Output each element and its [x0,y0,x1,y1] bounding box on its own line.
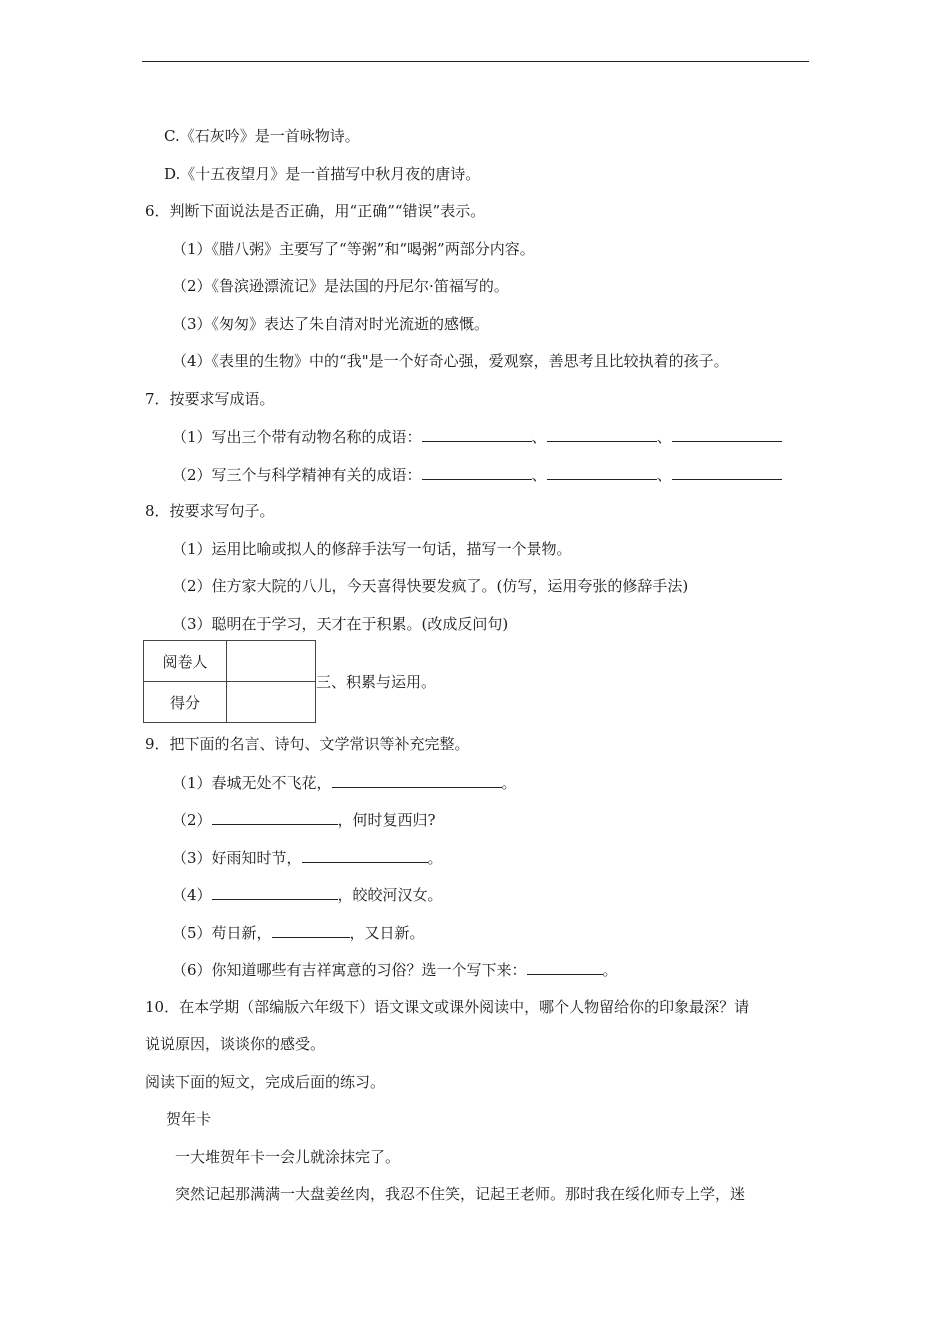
question-9-item-2-end: ，何时复西归? [337,811,436,829]
question-9-item-1 [172,772,517,793]
score-cell[interactable] [227,682,316,723]
answer-blank[interactable] [547,426,657,442]
question-6: 6．判断下面说法是否正确，用“正确”“错误”表示。 [145,202,486,220]
question-9-item-6 [172,959,618,980]
question-7-item-2-text: （2）写三个与科学精神有关的成语： [172,466,422,484]
question-9-item-3 [172,847,443,868]
answer-blank[interactable] [212,884,338,900]
article-paragraph-2: 突然记起那满满一大盘姜丝肉，我忍不住笑，记起王老师。那时我在绥化师专上学，迷 [175,1185,746,1203]
question-6-item-1: （1）《腊八粥》主要写了“等粥”和“喝粥”两部分内容。 [172,240,535,258]
question-9-item-6-end: 。 [602,961,618,979]
grader-table [143,640,316,723]
separator: 、 [656,428,672,446]
answer-blank[interactable] [272,922,350,938]
question-9-item-1-text: （1）春城无处不飞花， [172,774,332,792]
question-7: 7．按要求写成语。 [145,390,275,408]
question-9-item-3-end: 。 [427,849,443,867]
separator: 、 [531,428,547,446]
question-9-item-5-end: ，又日新。 [349,924,425,942]
question-9-item-6-text: （6）你知道哪些有吉祥寓意的习俗？选一个写下来： [172,961,527,979]
question-8-item-3: （3）聪明在于学习，天才在于积累。(改成反问句) [172,615,509,633]
question-6-item-4: （4）《表里的生物》中的“我"是一个好奇心强，爱观察，善思考且比较执着的孩子。 [172,352,729,370]
answer-blank[interactable] [302,847,428,863]
answer-blank[interactable] [672,464,782,480]
question-8-item-2: （2）住方家大院的八儿，今天喜得快要发疯了。(仿写，运用夸张的修辞手法) [172,577,689,595]
answer-blank[interactable] [332,772,502,788]
separator: 、 [531,466,547,484]
question-9-item-5-text: （5）苟日新， [172,924,272,942]
article-title: 贺年卡 [166,1110,212,1128]
option-d: D.《十五夜望月》是一首描写中秋月夜的唐诗。 [164,165,481,183]
article-paragraph-1: 一大堆贺年卡一会儿就涂抹完了。 [175,1148,401,1166]
question-9-item-3-text: （3）好雨知时节， [172,849,302,867]
question-8-item-1: （1）运用比喻或拟人的修辞手法写一句话，描写一个景物。 [172,540,572,558]
question-9-item-2 [172,809,436,830]
question-9-item-4 [172,884,443,905]
answer-blank[interactable] [212,809,338,825]
reviewer-cell[interactable] [227,641,316,682]
question-9-item-1-end: 。 [501,774,517,792]
answer-blank[interactable] [547,464,657,480]
reading-instruction: 阅读下面的短文，完成后面的练习。 [145,1073,386,1091]
question-6-item-2: （2）《鲁滨逊漂流记》是法国的丹尼尔·笛福写的。 [172,277,509,295]
option-c: C.《石灰吟》是一首咏物诗。 [164,127,360,145]
question-9-item-5 [172,922,425,943]
question-8: 8．按要求写句子。 [145,502,275,520]
question-7-item-1 [172,426,782,447]
reviewer-label: 阅卷人 [144,641,227,682]
question-7-item-1-text: （1）写出三个带有动物名称的成语： [172,428,422,446]
question-9-item-2-text: （2） [172,811,212,829]
score-label: 得分 [144,682,227,723]
question-10-line-1: 10．在本学期（部编版六年级下）语文课文或课外阅读中，哪个人物留给你的印象最深？请 [145,998,750,1016]
section-3-heading: 三、积累与运用。 [316,673,437,691]
header-rule [142,61,809,62]
answer-blank[interactable] [422,464,532,480]
answer-blank[interactable] [422,426,532,442]
question-9-item-4-end: ，皎皎河汉女。 [337,886,443,904]
question-6-item-3: （3）《匆匆》表达了朱自清对时光流逝的感慨。 [172,315,490,333]
answer-blank[interactable] [672,426,782,442]
question-10-line-2: 说说原因，谈谈你的感受。 [145,1035,326,1053]
answer-blank[interactable] [527,959,603,975]
question-9: 9．把下面的名言、诗句、文学常识等补充完整。 [145,735,470,753]
question-9-item-4-text: （4） [172,886,212,904]
separator: 、 [656,466,672,484]
question-7-item-2 [172,464,782,485]
